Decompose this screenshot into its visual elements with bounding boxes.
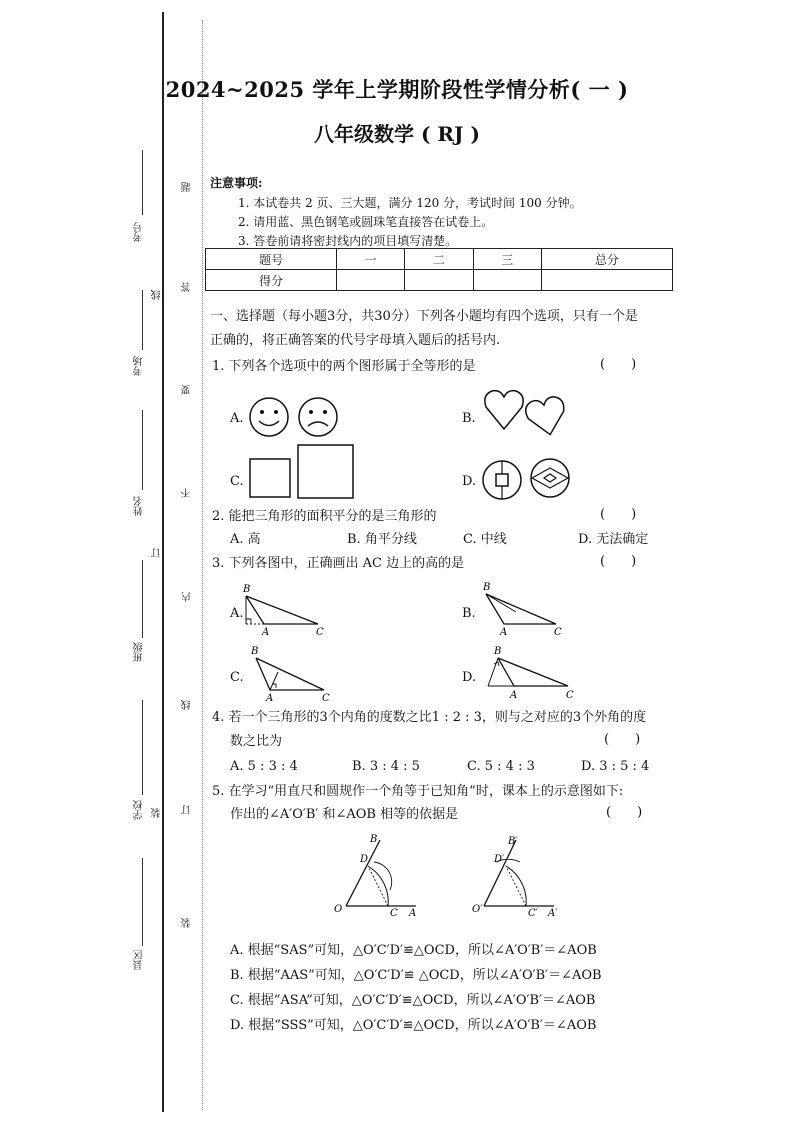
- score-header: 一: [337, 249, 405, 270]
- notice-heading: 注意事项:: [210, 176, 263, 190]
- point-label: B: [483, 582, 491, 593]
- page-title: 2024~2025 学年上学期阶段性学情分析( 一 ): [165, 77, 629, 102]
- q3-label-a: A.: [230, 606, 244, 621]
- q5-stem: 5. 在学习“用直尺和圆规作一个角等于已知角”时，课本上的示意图如下:: [212, 784, 624, 799]
- field-exam-room-line[interactable]: [142, 290, 143, 350]
- seal-word-bind: 装: [152, 808, 163, 818]
- q3-answer-paren[interactable]: ( ): [600, 554, 637, 569]
- q3-figure-d: [480, 644, 580, 704]
- q2-option-c: C. 中线: [463, 532, 507, 547]
- page-subtitle: 八年级数学 ( RJ ): [314, 122, 480, 146]
- point-label: B: [243, 584, 251, 595]
- section1-intro: 一、选择题（每小题3分，共30分）下列各小题均有四个选项，只有一个是: [210, 309, 638, 324]
- field-school: 学校: [134, 800, 145, 820]
- q5-option-d: D. 根据“SSS”可知，△O′C′D′≌△OCD，所以∠A′O′B′＝∠AOB: [230, 1018, 597, 1033]
- q5-figure-left: [330, 832, 425, 922]
- q5-option-a: A. 根据“SAS”可知，△O′C′D′≌△OCD，所以∠A′O′B′＝∠AOB: [230, 943, 597, 958]
- q5-option-c: C. 根据“ASA”可知，△O′C′D′≌△OCD，所以∠A′O′B′＝∠AOB: [230, 993, 596, 1008]
- q5-option-b: B. 根据“AAS”可知，△O′C′D′≌ △OCD，所以∠A′O′B′＝∠AOB: [230, 968, 602, 983]
- q1-label-c: C.: [230, 474, 244, 489]
- score-cell[interactable]: [473, 270, 541, 291]
- score-header: 题号: [206, 249, 337, 270]
- point-label: O: [334, 904, 343, 915]
- point-label: A: [510, 690, 518, 701]
- point-label: A′: [548, 908, 558, 919]
- score-header: 总分: [541, 249, 672, 270]
- section1-intro: 正确的，将正确答案的代号字母填入题后的括号内.: [210, 333, 501, 348]
- q3-figure-a: [238, 580, 338, 640]
- q4-option-b: B. 3 : 4 : 5: [352, 759, 420, 774]
- q4-stem: 数之比为: [230, 734, 283, 749]
- q5-figure-right: [470, 832, 565, 922]
- q3-figure-c: [246, 644, 346, 704]
- field-class: 班级: [134, 642, 145, 662]
- score-cell[interactable]: [541, 270, 672, 291]
- q2-answer-paren[interactable]: ( ): [600, 507, 637, 522]
- seal-char: 答: [182, 282, 193, 292]
- q1-answer-paren[interactable]: ( ): [600, 357, 637, 372]
- score-header: 三: [473, 249, 541, 270]
- binding-line-inner: [202, 20, 203, 1110]
- q4-option-d: D. 3 : 5 : 4: [581, 759, 650, 774]
- seal-char: 订: [182, 805, 193, 815]
- point-label: D′: [494, 854, 505, 865]
- point-label: C: [390, 908, 398, 919]
- q4-stem: 4. 若一个三角形的3个内角的度数之比1 : 2 : 3，则与之对应的3个外角的度: [212, 710, 647, 725]
- seal-word-staple: 订: [152, 548, 163, 558]
- seal-char: 要: [182, 385, 193, 395]
- q3-label-b: B.: [462, 606, 476, 621]
- q2-option-d: D. 无法确定: [578, 532, 649, 547]
- point-label: B′: [508, 836, 518, 847]
- point-label: A: [266, 693, 274, 704]
- q3-label-d: D.: [462, 670, 477, 685]
- point-label: B: [370, 834, 378, 845]
- q1-figure-b: [480, 385, 575, 440]
- q4-option-a: A. 5 : 3 : 4: [230, 759, 298, 774]
- field-class-line[interactable]: [142, 560, 143, 638]
- q1-figure-c: [248, 443, 358, 501]
- q3-stem: 3. 下列各图中，正确画出 AC 边上的高的是: [212, 556, 465, 571]
- seal-char: 题: [182, 182, 193, 192]
- point-label: C′: [528, 908, 538, 919]
- notice-item: 2. 请用蓝、黑色钢笔或圆珠笔直接答在试卷上。: [238, 215, 494, 229]
- seal-char: 内: [182, 592, 193, 602]
- point-label: C: [322, 693, 330, 704]
- point-label: A: [409, 908, 417, 919]
- point-label: A: [500, 627, 508, 638]
- score-cell[interactable]: [405, 270, 473, 291]
- q1-figure-d: [480, 458, 575, 502]
- q3-label-c: C.: [230, 670, 244, 685]
- q2-option-b: B. 角平分线: [347, 532, 417, 547]
- point-label: C: [554, 627, 562, 638]
- q1-label-a: A.: [230, 411, 244, 426]
- field-exam-room: 考场: [134, 356, 145, 376]
- seal-char: 线: [182, 700, 193, 710]
- q4-answer-paren[interactable]: ( ): [604, 732, 641, 747]
- field-name: 姓名: [134, 496, 145, 516]
- q1-figure-a: [246, 394, 346, 440]
- q5-stem: 作出的∠A′O′B′ 和∠AOB 相等的依据是: [230, 807, 459, 822]
- field-school-line[interactable]: [142, 700, 143, 795]
- field-county-line[interactable]: [142, 858, 143, 946]
- point-label: A: [262, 627, 270, 638]
- q5-answer-paren[interactable]: ( ): [606, 805, 643, 820]
- score-cell[interactable]: [337, 270, 405, 291]
- q1-label-b: B.: [462, 411, 476, 426]
- binding-line-outer: [162, 12, 164, 1112]
- point-label: B: [494, 646, 502, 657]
- point-label: O′: [472, 904, 483, 915]
- q4-option-c: C. 5 : 4 : 3: [467, 759, 535, 774]
- point-label: C: [566, 690, 574, 701]
- field-county: 县区: [134, 950, 145, 970]
- point-label: C: [316, 627, 324, 638]
- score-row-label: 得分: [206, 270, 337, 291]
- notice-item: 3. 答卷前请将密封线内的项目填写清楚。: [238, 234, 458, 248]
- point-label: D: [360, 854, 369, 865]
- seal-word-line: 线: [152, 290, 163, 300]
- seal-char: 装: [182, 918, 193, 928]
- q2-stem: 2. 能把三角形的面积平分的是三角形的: [212, 509, 437, 524]
- q2-option-a: A. 高: [230, 532, 261, 547]
- field-exam-number-line[interactable]: [142, 150, 143, 215]
- notice-item: 1. 本试卷共 2 页、三大题，满分 120 分，考试时间 100 分钟。: [238, 196, 582, 210]
- q3-figure-b: [478, 580, 578, 640]
- field-exam-number: 考号: [134, 222, 145, 242]
- point-label: B: [251, 646, 259, 657]
- q1-label-d: D.: [462, 474, 477, 489]
- field-name-line[interactable]: [142, 410, 143, 490]
- q1-stem: 1. 下列各个选项中的两个图形属于全等形的是: [212, 359, 476, 374]
- seal-char: 不: [182, 488, 193, 498]
- score-table: [205, 248, 673, 291]
- score-header: 二: [405, 249, 473, 270]
